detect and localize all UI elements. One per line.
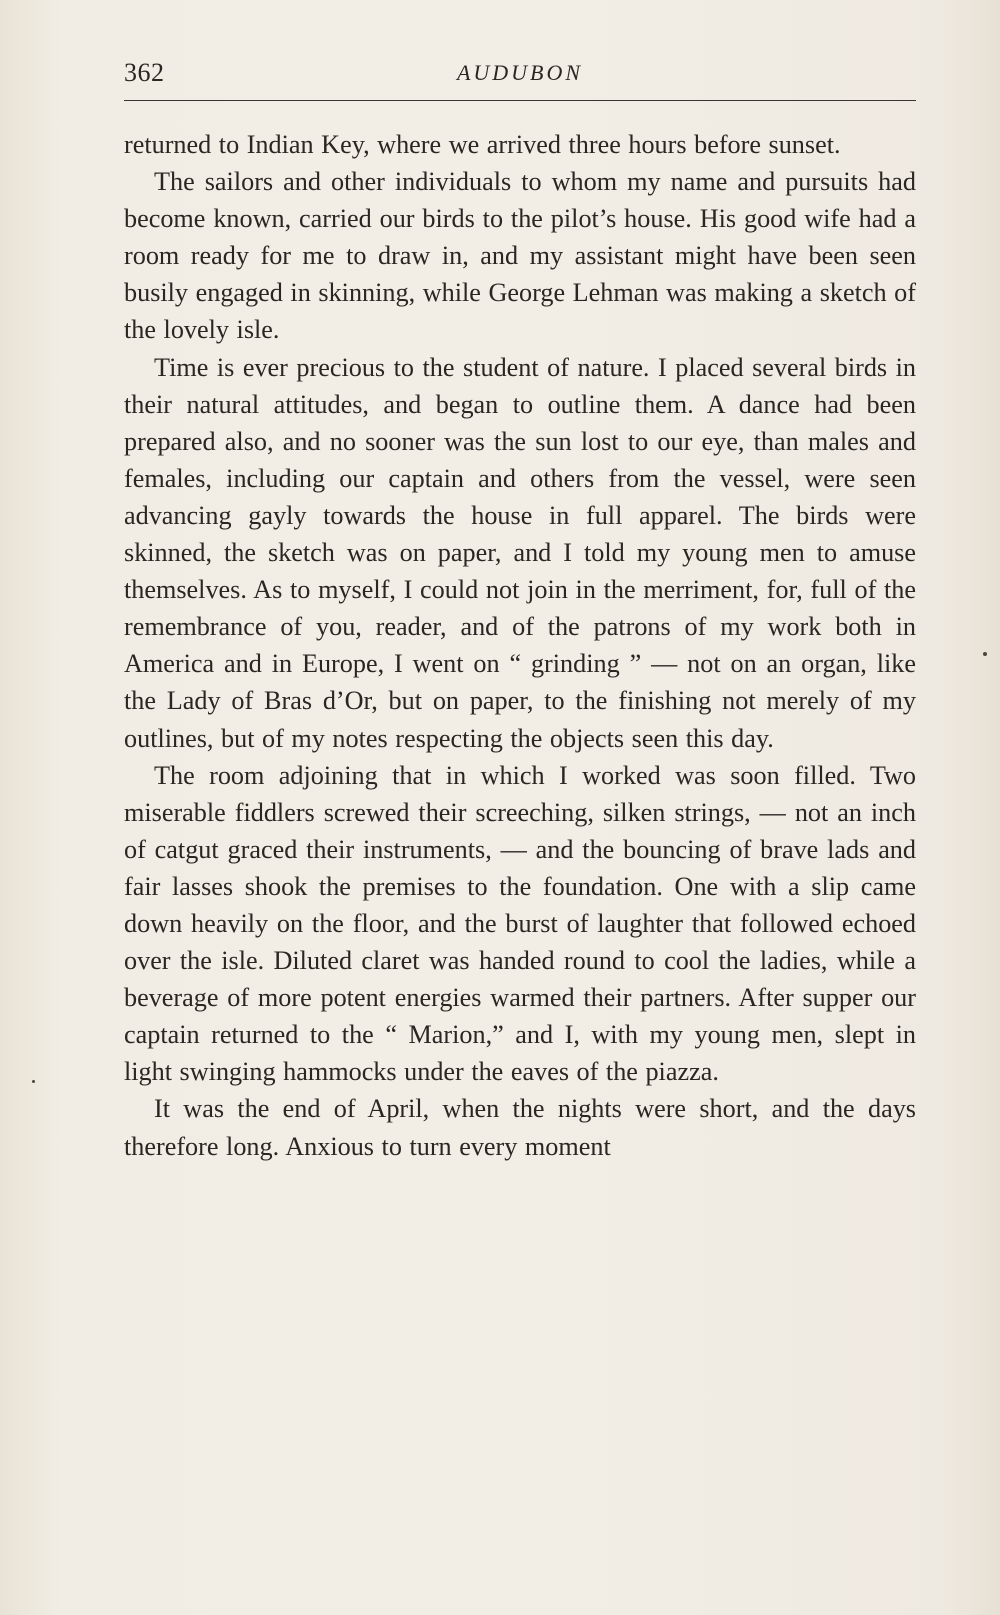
ink-speck	[32, 1080, 35, 1083]
running-title: AUDUBON	[456, 60, 584, 85]
paragraph: The room adjoining that in which I worked was soon filled. Two miserable fiddlers screwed their screeching, silken strings, — not an inch of catgut graced their instruments, — and the bouncing of brave lads and fair lasses shook the premises to the foundation. One with a slip came down heavily on the floor, and the burst of laughter that followed echoed over the isle. Diluted claret was handed round to cool the ladies, while a beverage of more potent energies warmed their partners. After supper our captain returned to the “ Marion,” and I, with my young men, slept in light swinging hammocks under the eaves of the piazza.	[124, 760, 916, 1087]
body-text	[124, 126, 916, 1165]
paragraph: returned to Indian Key, where we arrived three hours before sunset.	[124, 130, 841, 159]
page-header	[124, 54, 916, 102]
page-number: 362	[124, 58, 165, 87]
paragraph: Time is ever precious to the student of nature. I placed several birds in their natural attitudes, and began to outline them. A dance had been prepared also, and no sooner was the sun lost to our eye, than males and females, including our captain and others from the vessel, were seen advancing gayly towards the house in full apparel. The birds were skinned, the sketch was on paper, and I told my young men to amuse themselves. As to myself, I could not join in the merriment, for, full of the remembrance of you, reader, and of the patrons of my work both in America and in Europe, I went on “ grinding ” — not on an organ, like the Lady of Bras d’Or, but on paper, to the finishing not merely of my outlines, but of my notes respecting the objects seen this day.	[124, 352, 916, 753]
paragraph: It was the end of April, when the nights were short, and the days therefore long. Anxious to turn every moment	[124, 1094, 916, 1161]
paragraph: The sailors and other individuals to whom my name and pursuits had become known, carried our birds to the pilot’s house. His good wife had a room ready for me to draw in, and my assistant might have been seen busily engaged in skinning, while George Lehman was making a sketch of the lovely isle.	[124, 167, 916, 345]
ink-speck	[983, 652, 987, 656]
header-rule	[124, 100, 916, 101]
